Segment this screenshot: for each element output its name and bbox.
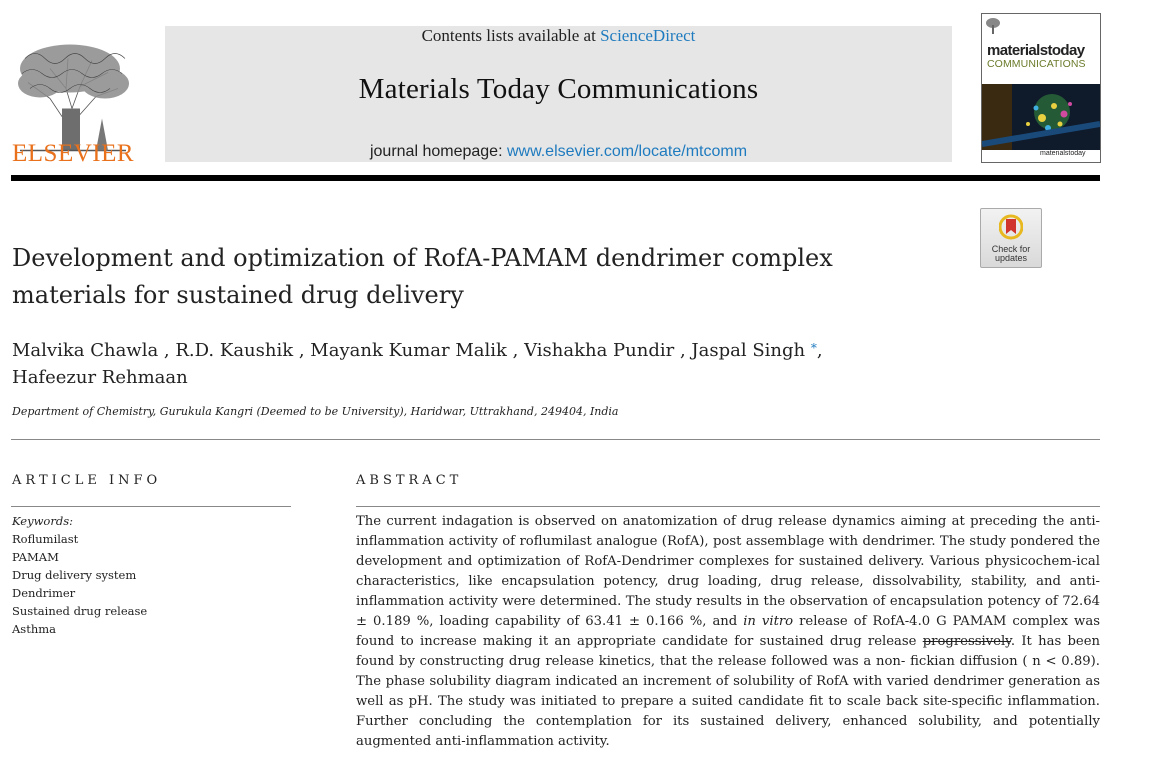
homepage-link[interactable]: www.elsevier.com/locate/mtcomm	[506, 143, 748, 160]
check-for-updates-label: Check for updates	[991, 244, 1031, 263]
sciencedirect-link[interactable]: ScienceDirect	[600, 26, 696, 45]
article-info-rule	[11, 506, 291, 507]
check-for-updates-button[interactable]	[980, 208, 1042, 268]
corresponding-author-star[interactable]: *	[810, 341, 817, 355]
contents-line: Contents lists available at ScienceDirect	[421, 26, 696, 45]
keywords-list	[12, 530, 147, 638]
title-rule	[11, 439, 1100, 440]
article-info-heading: ARTICLE INFO	[12, 473, 162, 488]
keywords-label: Keywords:	[12, 514, 73, 528]
journal-banner	[165, 26, 952, 162]
abstract-rule	[356, 506, 1100, 507]
keyword: Drug delivery system	[12, 568, 137, 582]
keyword: Dendrimer	[12, 586, 76, 600]
cover-artwork	[982, 84, 1100, 150]
article-title: Development and optimization of RofA-PAMAM dendrimer complex materials for sustained drug delivery	[12, 244, 833, 309]
bookmark-icon	[999, 214, 1023, 242]
affiliation: Department of Chemistry, Gurukula Kangri (Deemed to be University), Haridwar, Uttrakhand, 249404, India	[12, 405, 619, 418]
abstract-heading: ABSTRACT	[356, 473, 463, 488]
journal-title: Materials Today Communications	[358, 73, 759, 105]
cover-title: materialstoday	[987, 42, 1085, 59]
keyword: Asthma	[12, 622, 56, 636]
keyword: Roflumilast	[12, 532, 79, 546]
journal-homepage: journal homepage: www.elsevier.com/locate/mtcomm	[369, 143, 748, 160]
journal-cover[interactable]	[981, 13, 1101, 163]
cover-subtitle: COMMUNICATIONS	[987, 58, 1086, 70]
keyword: PAMAM	[12, 550, 59, 564]
cover-footer: materialstoday	[1040, 150, 1086, 157]
keyword: Sustained drug release	[12, 604, 148, 618]
publisher-wordmark: ELSEVIER	[12, 140, 135, 167]
author-list: Malvika Chawla , R.D. Kaushik , Mayank Kumar Malik , Vishakha Pundir , Jaspal Singh *, Hafeezur Rehmaan	[12, 340, 823, 388]
abstract-text: The current indagation is observed on anatomization of drug release dynamics aiming at preceding the anti-inflammation activity of roflumilast analogue (RofA), post assemblage with dendrimer. The study pondered the development and optimization of RofA-Dendrimer complexes for sustained delivery. Various physicochem-ical characteristics, like encapsulation potency, drug loading, drug release, dissolvability, stability, and anti-inflammation activity were determined. The study results in the observation of encapsulation potency of 72.64 ± 0.189 %, loading capability of 63.41 ± 0.166 %, and in vitro release of RofA-4.0 G PAMAM complex was found to increase making it an appropriate candidate for sustained drug release progressively. It has been found by constructing drug release kinetics, that the release followed was a non- fickian diffusion ( n < 0.89). The phase solubility diagram indicated an increment of solubility of RofA with varied dendrimer generation as well as pH. The study was initiated to prepare a suited candidate fit to scale back site-specific inflammation. Further concluding the contemplation for its sustained delivery, enhanced solubility, and potentially augmented anti-inflammation activity.	[356, 514, 1100, 749]
mini-elsevier-icon	[985, 17, 1001, 35]
header-rule	[11, 175, 1100, 181]
